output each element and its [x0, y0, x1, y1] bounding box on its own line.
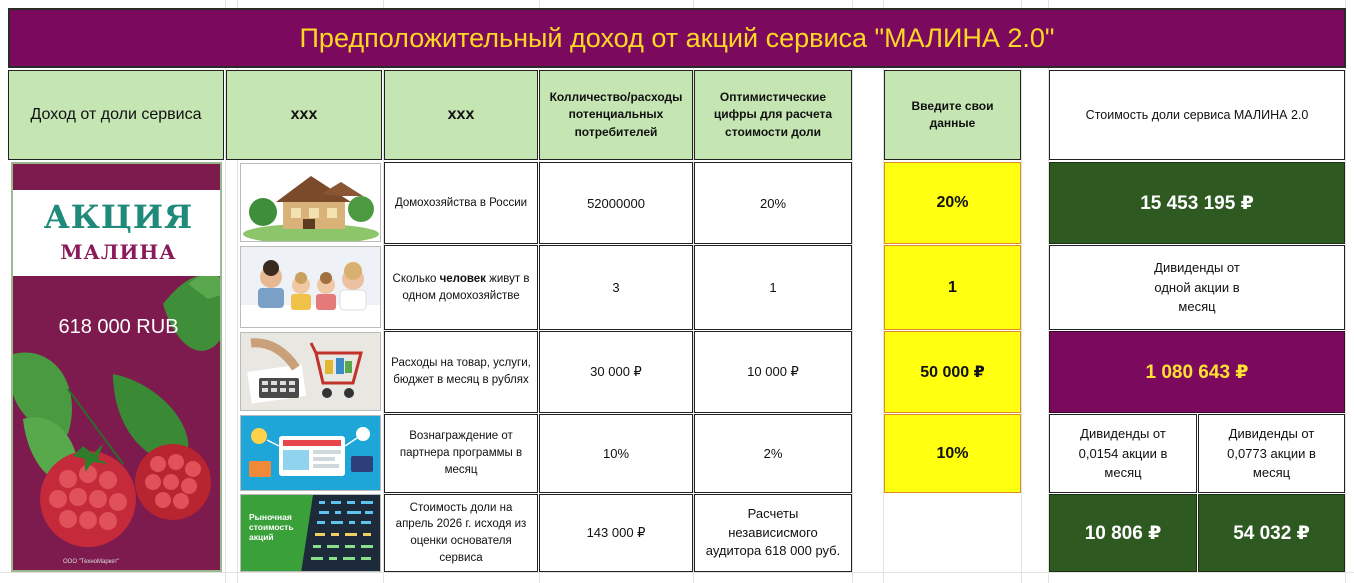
- market-value-caption: [249, 512, 294, 543]
- row-label-households-text: Домохозяйства в России: [394, 196, 528, 209]
- promo-price: 618 000 RUB: [58, 316, 179, 338]
- promo-footer: ООО "ТехноМаркет": [63, 559, 120, 565]
- market-value-image: [240, 494, 381, 572]
- header-enter-data: Введите свои данные: [884, 70, 1021, 160]
- input-monthly-expenses[interactable]: 50 000 ₽: [884, 331, 1021, 413]
- row-label-people-part-2: живут в одном домохозяйстве: [402, 272, 530, 302]
- header-xxx-2: ххх: [384, 70, 538, 160]
- partner-network-image: [240, 415, 381, 491]
- row-quantity-people: 3: [539, 245, 693, 330]
- row-quantity-reward: 10%: [539, 414, 693, 493]
- sheet-title-banner: [8, 8, 1346, 68]
- input-households-percent[interactable]: 20%: [884, 162, 1021, 244]
- result-dividend-mid: 54 032 ₽: [1198, 494, 1345, 572]
- row-label-people: [384, 245, 538, 330]
- row-optimistic-reward: 2%: [694, 414, 852, 493]
- row-optimistic-auditor: Расчеты независисмого аудитора 618 000 руб.: [694, 494, 852, 572]
- input-people-count[interactable]: 1: [884, 245, 1021, 330]
- market-caption-line-3: акций: [249, 532, 274, 543]
- header-optimistic: Оптимистические цифры для расчета стоимости доли: [694, 70, 852, 160]
- family-image: [240, 246, 381, 328]
- label-dividend-one-share: Дивиденды от одной акции в месяц: [1049, 245, 1345, 330]
- header-share-cost: Стоимость доли сервиса МАЛИНА 2.0: [1049, 70, 1345, 160]
- row-label-expenses: Расходы на товар, услуги, бюджет в месяц в рублях: [384, 331, 538, 413]
- row-quantity-expenses: 30 000 ₽: [539, 331, 693, 413]
- row-label-people-text: [391, 271, 531, 304]
- row-optimistic-expenses: 10 000 ₽: [694, 331, 852, 413]
- house-image: [240, 163, 381, 242]
- market-caption-line-2: стоимость: [249, 522, 294, 533]
- promo-poster: [11, 162, 222, 572]
- row-quantity-share-cost: 143 000 ₽: [539, 494, 693, 572]
- market-caption-line-1: Рыночная: [249, 512, 292, 522]
- promo-title: АКЦИЯ: [43, 198, 194, 236]
- header-quantity: Колличество/расходы потенциальных потребителей: [539, 70, 693, 160]
- input-partner-reward[interactable]: 10%: [884, 414, 1021, 493]
- header-income: Доход от доли сервиса: [8, 70, 224, 160]
- row-label-households: [384, 162, 538, 244]
- row-label-people-part-1: Сколько: [392, 272, 440, 285]
- row-quantity-households: 52000000: [539, 162, 693, 244]
- budget-image: [240, 332, 381, 411]
- row-optimistic-people: 1: [694, 245, 852, 330]
- row-label-reward: Вознаграждение от партнера программы в месяц: [384, 414, 538, 493]
- promo-subtitle: МАЛИНА: [60, 240, 177, 264]
- result-dividend-small: 10 806 ₽: [1049, 494, 1197, 572]
- result-share-value: 15 453 195 ₽: [1049, 162, 1345, 244]
- header-xxx-1: ххх: [226, 70, 382, 160]
- result-dividend-one-share: 1 080 643 ₽: [1049, 331, 1345, 413]
- row-label-share-cost: Стоимость доли на апрель 2026 г. исходя из оценки основателя сервиса: [384, 494, 538, 572]
- row-optimistic-households: 20%: [694, 162, 852, 244]
- label-dividend-small: Дивиденды от 0,0154 акции в месяц: [1049, 414, 1197, 493]
- label-dividend-mid: Дивиденды от 0,0773 акции в месяц: [1198, 414, 1345, 493]
- sheet-title: Предположительный доход от акций сервиса "МАЛИНА 2.0": [299, 22, 1055, 53]
- row-label-people-bold: человек: [439, 272, 486, 285]
